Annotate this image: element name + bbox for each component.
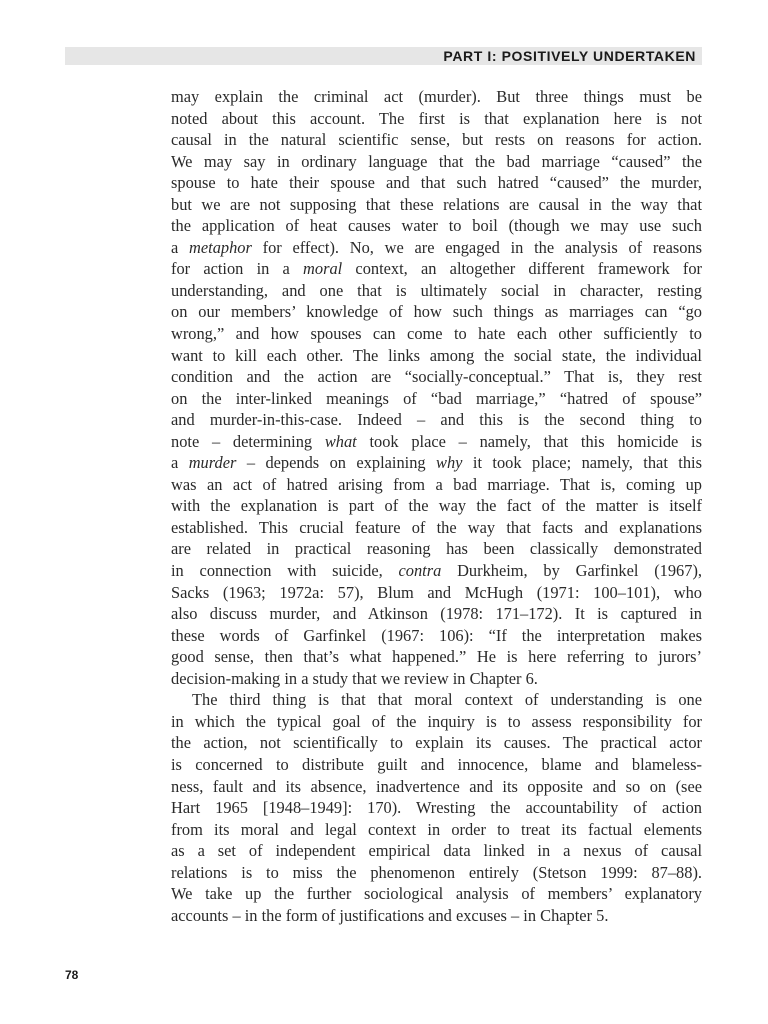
text-line: ness, fault and its absence, inadvertence and its opposite and so on (see — [171, 776, 702, 796]
text-line: also discuss murder, and Atkinson (1978: 171–172). It is captured in — [171, 604, 702, 624]
text-line: on our members’ knowledge of how such things as marriages can “go — [171, 302, 702, 322]
text-line: and murder-in-this-case. Indeed – and this is the second thing to — [171, 410, 702, 430]
text-line: established. This crucial feature of the way that facts and explanations — [171, 517, 702, 537]
text-line: want to kill each other. The links among the social state, the individual — [171, 345, 702, 365]
text-line: Sacks (1963; 1972a: 57), Blum and McHugh (1971: 100–101), who — [171, 582, 702, 602]
text-line: but we are not supposing that these relations are causal in the way that — [171, 194, 702, 214]
text-line: causal in the natural scientific sense, but rests on reasons for action. — [171, 130, 702, 150]
text-line: from its moral and legal context in order to treat its factual elements — [171, 819, 702, 839]
text-line: decision-making in a study that we review in Chapter 6. — [171, 668, 538, 688]
page-number: 78 — [65, 968, 79, 982]
text-line: for action in a moral context, an altogether different framework for — [171, 259, 702, 279]
text-line: We take up the further sociological analysis of members’ explanatory — [171, 884, 702, 904]
paragraph — [171, 86, 702, 689]
text-line: in connection with suicide, contra Durkheim, by Garfinkel (1967), — [171, 561, 703, 581]
text-line: spouse to hate their spouse and that such hatred “caused” the murder, — [171, 173, 702, 193]
text-line: a metaphor for effect). No, we are engaged in the analysis of reasons — [171, 237, 703, 257]
paragraph — [171, 689, 702, 926]
text-line: The third thing is that that moral context of understanding is one — [192, 690, 702, 710]
text-line: condition and the action are “socially-conceptual.” That is, they rest — [171, 367, 702, 387]
text-line: Hart 1965 [1948–1949]: 170). Wresting the accountability of action — [171, 798, 702, 818]
text-line: may explain the criminal act (murder). But three things must be — [171, 87, 702, 106]
text-line: with the explanation is part of the way the fact of the matter is itself — [171, 496, 702, 516]
text-line: on the inter-linked meanings of “bad marriage,” “hatred of spouse” — [171, 388, 702, 408]
text-line: was an act of hatred arising from a bad marriage. That is, coming up — [171, 474, 702, 494]
text-line: the action, not scientifically to explain its causes. The practical actor — [171, 733, 702, 753]
text-line: good sense, then that’s what happened.” He is here referring to jurors’ — [171, 647, 702, 667]
text-line: as a set of independent empirical data linked in a nexus of causal — [171, 841, 702, 861]
text-line: noted about this account. The first is that explanation here is not — [171, 108, 702, 128]
text-line: in which the typical goal of the inquiry is to assess responsibility for — [171, 711, 702, 731]
text-line: relations is to miss the phenomenon entirely (Stetson 1999: 87–88). — [171, 862, 702, 882]
text-line: are related in practical reasoning has been classically demonstrated — [171, 539, 702, 559]
text-line: We may say in ordinary language that the bad marriage “caused” the — [171, 151, 702, 171]
running-header-title: PART I: POSITIVELY UNDERTAKEN — [443, 48, 696, 64]
text-line: accounts – in the form of justifications and excuses – in Chapter 5. — [171, 905, 609, 925]
running-header — [65, 47, 702, 65]
text-line: understanding, and one that is ultimately social in character, resting — [171, 280, 702, 300]
text-line: a murder – depends on explaining why it took place; namely, that this — [171, 453, 702, 473]
text-line: is concerned to distribute guilt and innocence, blame and blameless- — [171, 754, 702, 774]
text-line: the application of heat causes water to boil (though we may use such — [171, 216, 702, 236]
text-line: wrong,” and how spouses can come to hate each other sufficiently to — [171, 324, 702, 344]
text-line: note – determining what took place – namely, that this homicide is — [171, 431, 702, 451]
text-line: these words of Garfinkel (1967: 106): “If the interpretation makes — [171, 625, 702, 645]
body-text — [171, 86, 702, 926]
